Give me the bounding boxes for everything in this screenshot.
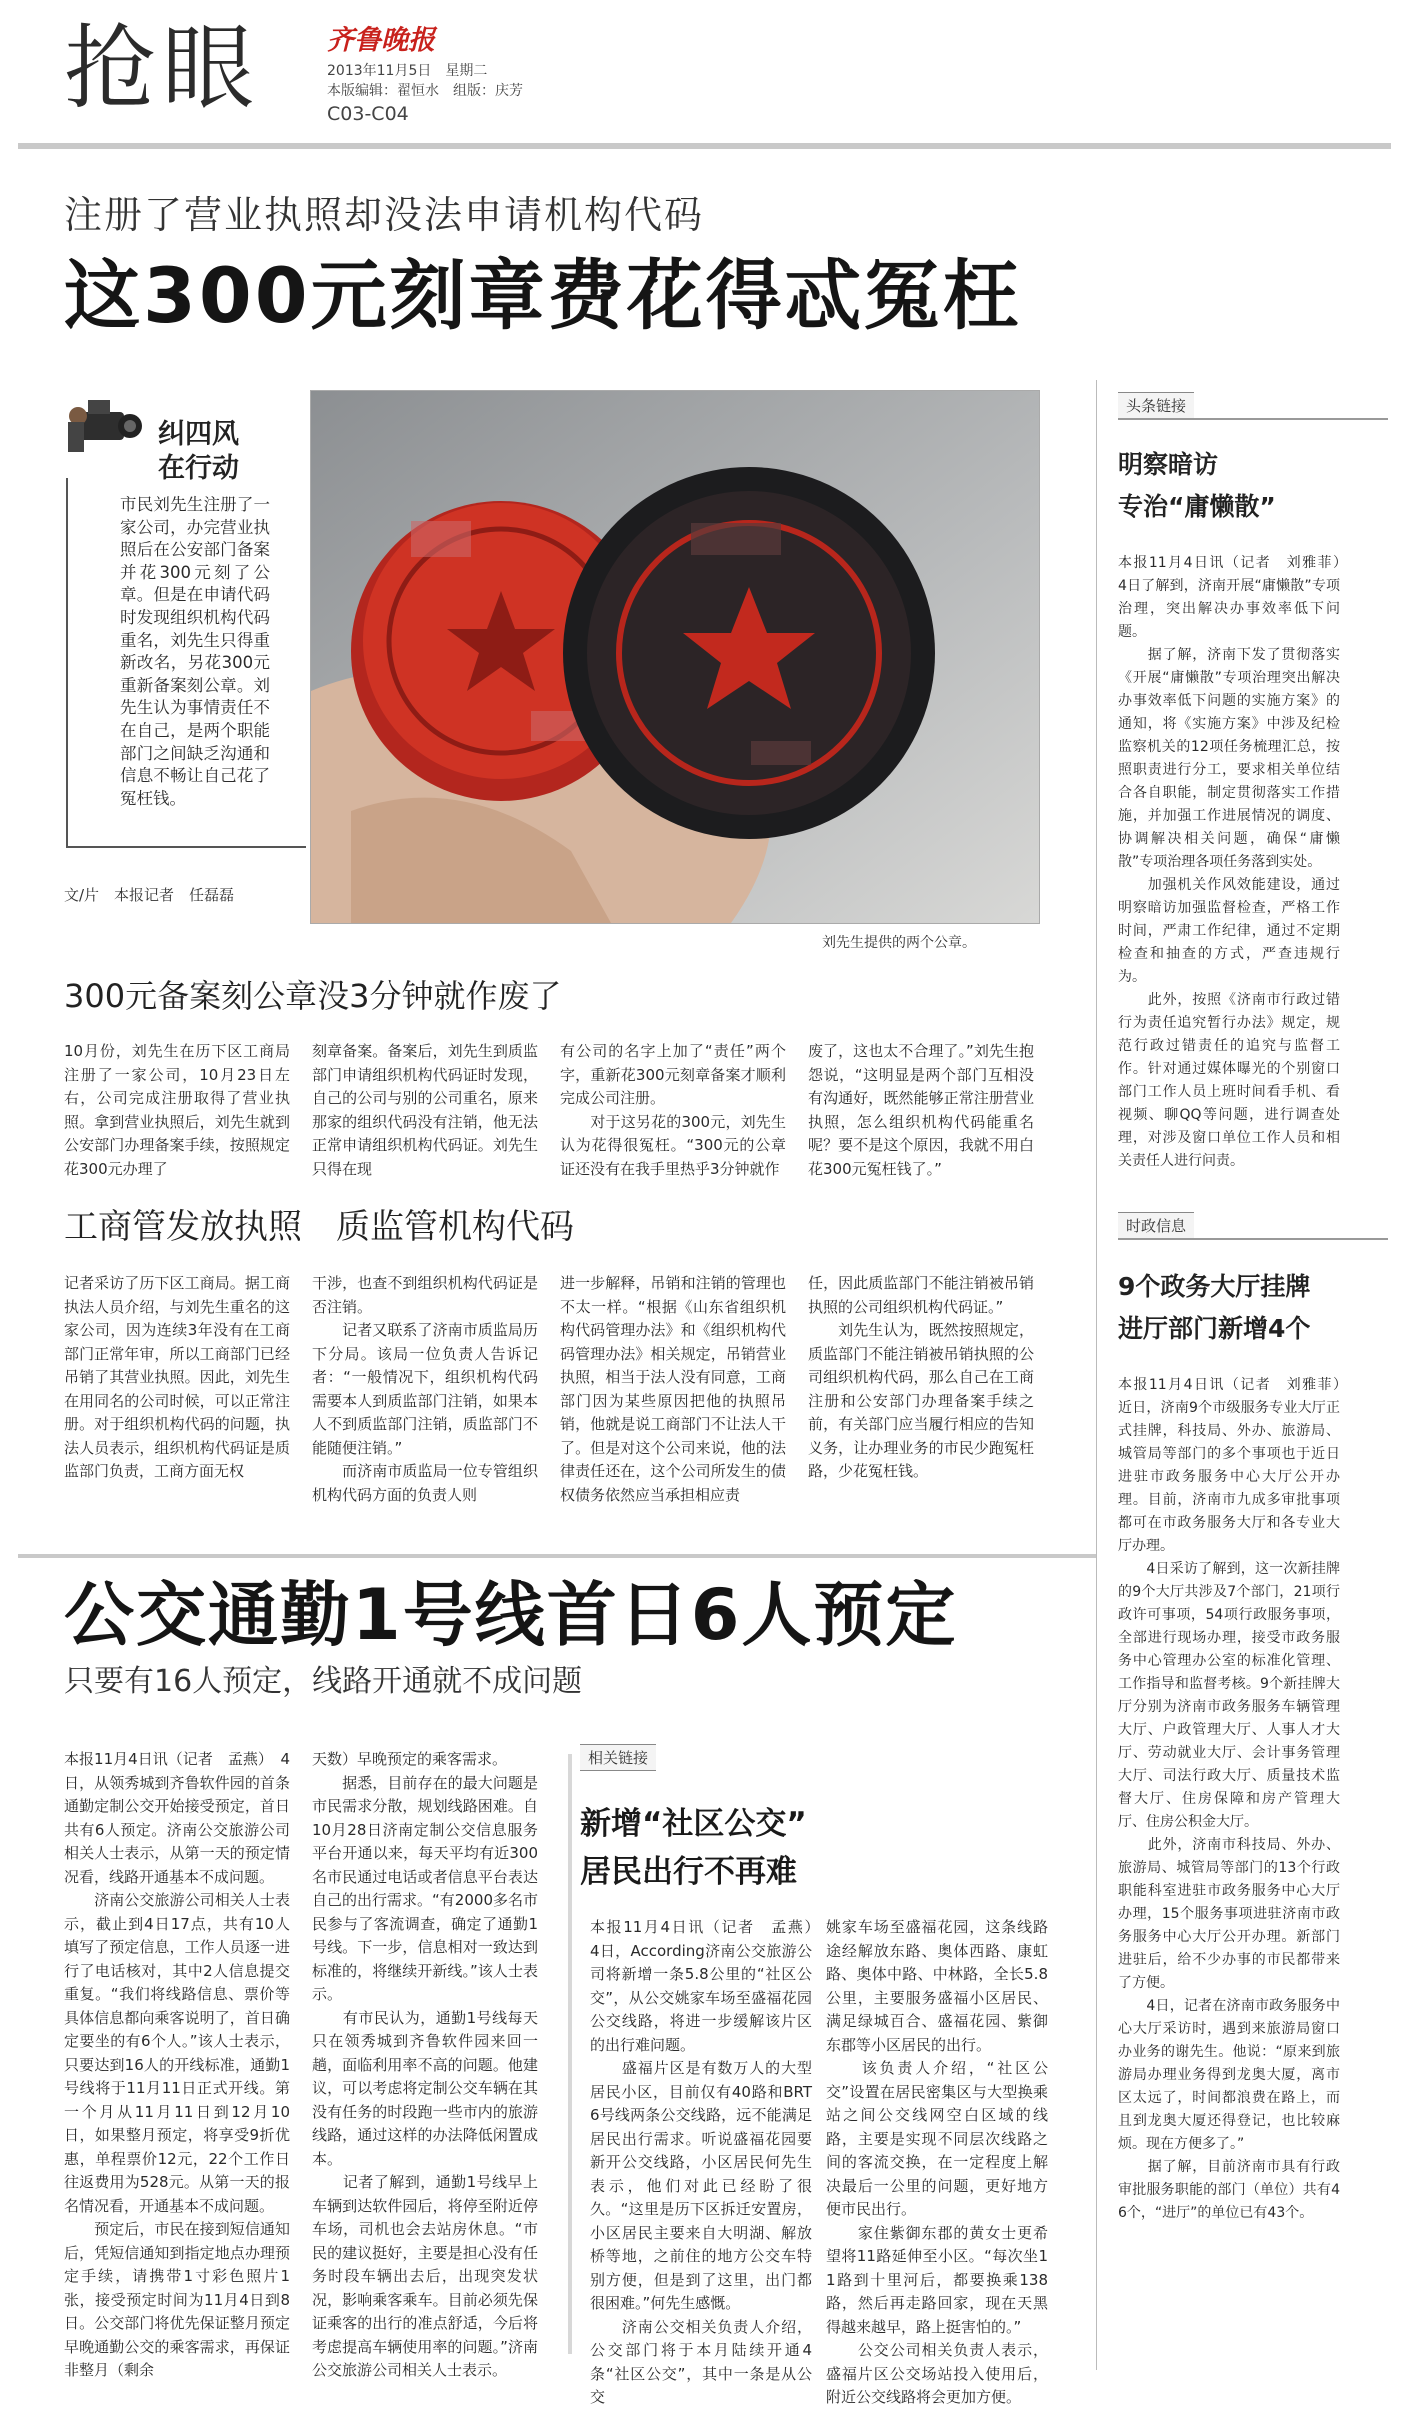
issue-date: 2013年11月5日 星期二 xyxy=(327,63,488,79)
related-tag: 相关链接 xyxy=(580,1744,656,1771)
campaign-label-2: 在行动 xyxy=(158,453,239,484)
related-col-2: 姚家车场至盛福花园，这条线路途经解放东路、奥体西路、康虹路、奥体中路、中林路，全长5.8公里，主要服务盛福小区居民、满足绿城百合、盛福花园、紫御东郡等小区居民的出行。 该负责人介绍，“社区公交”设置在居民密集区与大型换乘站之间公交线网空白区域的线路，主要是实现不同层次线路之间的客流交换，在一定程度上解决最后一公里的问题，更好地方便市民出行。 家住紫御东郡的黄女士更希望将11路延伸至小区。“每次坐11路到十里河后，都要换乘138路，然后再走路回家，现在天黑得越来越早，路上挺害怕的。” 公交公司相关负责人表示，盛福片区公交场站投入使用后，附近公交线路将会更加方便。 xyxy=(826,1918,1048,2406)
sidebar-headline-2b: 进厅部门新增4个 xyxy=(1118,1314,1311,1343)
sidebar-divider xyxy=(1096,380,1097,2370)
section2-col-4: 任，因此质监部门不能注销被吊销执照的公司组织机构代码证。” 刘先生认为，既然按照规定，质监部门不能注销被吊销执照的公司组织机构代码，那么自己在工商注册和公安部门办理备案手续之前，有关部门应当履行相应的告知义务，让办理业务的市民少跑冤枉路，少花冤枉钱。 xyxy=(808,1274,1034,1480)
article2-subtitle: 只要有16人预定，线路开通就不成问题 xyxy=(64,1664,583,1699)
section2-heading: 工商管发放执照 质监管机构代码 xyxy=(64,1207,574,1247)
related-box-rule xyxy=(568,1754,572,2354)
section2-col-3: 进一步解释，吊销和注销的管理也不太一样。“根据《山东省组织机构代码管理办法》和《组织机构代码管理办法》相关规定，吊销营业执照，相当于法人没有同意，工商部门因为某些原因把他的执照吊销，他就是说工商部门不让法人干了。但是对这个公司来说，他的法律责任还在，这个公司所发生的债权债务依然应当承担相应责 xyxy=(560,1274,786,1504)
related-headline-2: 居民出行不再难 xyxy=(580,1854,797,1890)
sidebar-tag-headline-link: 头条链接 xyxy=(1118,392,1194,419)
photo-caption: 刘先生提供的两个公章。 xyxy=(822,935,976,951)
paper-logo: 齐鲁晚报 xyxy=(327,25,435,56)
related-col-1: 本报11月4日讯（记者 孟燕） 4日，According济南公交旅游公司将新增一条5.8公里的“社区公交”，从公交姚家车场至盛福花园公交线路，将进一步缓解该片区的出行难问题。 盛福片区是有数万人的大型居民小区，目前仅有40路和BRT6号线两条公交线路，远不能满足居民出行需求。听说盛福花园要新开公交线路，小区居民何先生表示，他们对此已经盼了很久。“这里是历下区拆迁安置房，小区居民主要来自大明湖、解放桥等地，之前住的地方公交车特别方便，但是到了这里，出门都很困难。”何先生感慨。 济南公交相关负责人介绍，公交部门将于本月陆续开通4条“社区公交”，其中一条是从公交 xyxy=(590,1918,812,2406)
sidebar-tag-politics: 时政信息 xyxy=(1118,1212,1194,1239)
editors-line: 本版编辑：翟恒水 组版：庆芳 xyxy=(327,83,523,99)
sidebar-story-2: 本报11月4日讯（记者 刘雅菲） 近日，济南9个市级服务专业大厅正式挂牌，科技局、外办、旅游局、城管局等部门的多个事项也于近日进驻市政务服务中心大厅公开办理。目前，济南市九成多审批事项都可在市政务服务大厅和各专业大厅办理。 4日采访了解到，这一次新挂牌的9个大厅共涉及7个部门，21项行政许可事项，54项行政服务事项，全部进行现场办理，接受市政务服务中心管理办公室的标准化管理、工作指导和监督考核。9个新挂牌大厅分别为济南市政务服务车辆管理大厅、户政管理大厅、人事人才大厅、劳动就业大厅、会计事务管理大厅、司法行政大厅、质量技术监督大厅、住房保障和房产管理大厅、住房公积金大厅。 此外，济南市科技局、外办、旅游局、城管局等部门的13个行政职能科室进驻市政务服务中心大厅办理，15个服务事项进驻济南市政务服务中心大厅公开办理。新部门进驻后，给不少办事的市民都带来了方便。 4日，记者在济南市政务服务中心大厅采访时，遇到来旅游局窗口办业务的谢先生。他说：“原来到旅游局办理业务得到龙奥大厦，离市区太远了，时间都浪费在路上，而且到龙奥大厦还得登记，也比较麻烦。现在方便多了。” 据了解，目前济南市具有行政审批服务职能的部门（单位）共有46个，“进厅”的单位已有43个。 xyxy=(1118,1377,1340,2221)
sidebar-lead-box xyxy=(66,478,68,848)
masthead-rule xyxy=(18,143,1391,149)
stamps-photo xyxy=(310,390,1040,924)
sidebar-rule-2 xyxy=(1118,1238,1388,1240)
article1-headline: 这300元刻章费花得忒冤枉 xyxy=(64,251,1022,340)
section2-col-2: 干涉，也查不到组织机构代码证是否注销。 记者又联系了济南市质监局历下分局。该局一位负责人告诉记者：“一般情况下，组织机构代码需要本人到质监部门注销，如果本人不到质监部门注销，质监部门不能随便注销。” 而济南市质监局一位专管组织机构代码方面的负责人则 xyxy=(312,1274,538,1504)
campaign-label-1: 纠四风 xyxy=(158,419,239,450)
lead-summary: 市民刘先生注册了一家公司，办完营业执照后在公安部门备案并花300元刻了公章。但是在申请代码时发现组织机构代码重名，刘先生只得重新改名，另花300元重新备案刻公章。刘先生认为事情责任不在自己，是两个职能部门之间缺乏沟通和信息不畅让自己花了冤枉钱。 xyxy=(120,495,270,808)
section-title: 抢眼 xyxy=(64,15,261,122)
article2-headline: 公交通勤1号线首日6人预定 xyxy=(64,1574,958,1656)
article2-col-1: 本报11月4日讯（记者 孟燕） 4日，从领秀城到齐鲁软件园的首条通勤定制公交开始接受预定，首日共有6人预定。济南公交旅游公司相关人士表示，从第一天的预定情况看，线路开通基本不成问题。 济南公交旅游公司相关人士表示，截止到4日17点，共有10人填写了预定信息，工作人员逐一进行了电话核对，其中2人信息提交重复。“我们将线路信息、票价等具体信息都向乘客说明了，首日确定要坐的有6个人。”该人士表示，只要达到16人的开线标准，通勤1号线将于11月11日正式开线。第一个月从11月11日到12月10日，如果整月预定，将享受9折优惠，单程票价12元，22个工作日往返费用为528元。从第一天的报名情况看，开通基本不成问题。 预定后，市民在接到短信通知后，凭短信通知到指定地点办理预定手续，请携带1寸彩色照片1张，接受预定时间为11月4日到8日。公交部门将优先保证整月预定早晚通勤公交的乘客需求，再保证非整月（剩余 xyxy=(64,1750,290,2379)
section1-col-3: 有公司的名字上加了“责任”两个字，重新花300元刻章备案才顺利完成公司注册。 对于这另花的300元，刘先生认为花得很冤枉。“300元的公章证还没有在我手里热乎3分钟就作 xyxy=(560,1042,786,1178)
article1-subtitle: 注册了营业执照却没法申请机构代码 xyxy=(64,193,705,237)
article2-col-2: 天数）早晚预定的乘客需求。 据悉，目前存在的最大问题是市民需求分散，规划线路困难。自10月28日济南定制公交信息服务平台开通以来，每天平均有近300名市民通过电话或者信息平台表达自己的出行需求。“有2000多名市民参与了客流调查，确定了通勤1号线。下一步，信息相对一致达到标准的，将继续开新线。”该人士表示。 有市民认为，通勤1号线每天只在领秀城到齐鲁软件园来回一趟，面临利用率不高的问题。他建议，可以考虑将定制公交车辆在其没有任务的时段跑一些市内的旅游线路，通过这样的办法降低闲置成本。 记者了解到，通勤1号线早上车辆到达软件园后，将停至附近停车场，司机也会去站房休息。“市民的建议挺好，主要是担心没有任务时段车辆出去后，出现突发状况，影响乘客乘车。目前必须先保证乘客的出行的准点舒适，今后将考虑提高车辆使用率的问题。”济南公交旅游公司相关人士表示。 xyxy=(312,1750,538,2379)
page-numbers: C03-C04 xyxy=(327,103,409,125)
section1-col-2: 刻章备案。备案后，刘先生到质监部门申请组织机构代码证时发现，自己的公司与别的公司重名，原来那家的组织代码没有注销，他无法正常申请组织机构代码证。刘先生只得在现 xyxy=(312,1042,538,1178)
section2-col-1: 记者采访了历下区工商局。据工商执法人员介绍，与刘先生重名的这家公司，因为连续3年没有在工商部门正常年审，所以工商部门已经吊销了其营业执照。因此，刘先生在用同名的公司时候，可以正常注册。对于组织机构代码的问题，执法人员表示，组织机构代码证是质监部门负责，工商方面无权 xyxy=(64,1274,290,1480)
sidebar-rule-1 xyxy=(1118,418,1388,420)
section1-col-4: 废了，这也太不合理了。”刘先生抱怨说，“这明显是两个部门互相没有沟通好，既然能够正常注册营业执照，怎么组织机构代码能重名呢？要不是这个原因，我就不用白花300元冤枉钱了。” xyxy=(808,1042,1034,1178)
sidebar-headline-2a: 9个政务大厅挂牌 xyxy=(1118,1272,1311,1301)
sidebar-headline-1a: 明察暗访 xyxy=(1118,450,1219,479)
section1-heading: 300元备案刻公章没3分钟就作废了 xyxy=(64,977,562,1015)
article-divider xyxy=(18,1554,1096,1558)
related-headline-1: 新增“社区公交” xyxy=(580,1806,807,1842)
section1-col-1: 10月份，刘先生在历下区工商局注册了一家公司，10月23日左右，公司完成注册取得了营业执照。拿到营业执照后，刘先生就到公安部门办理备案手续，按照规定花300元办理了 xyxy=(64,1042,290,1178)
sidebar-lead-box-bottom xyxy=(66,846,306,848)
byline: 文/片 本报记者 任磊磊 xyxy=(64,886,235,904)
sidebar-headline-1b: 专治“庸懒散” xyxy=(1118,492,1276,521)
camera-icon xyxy=(66,392,146,458)
sidebar-story-1: 本报11月4日讯（记者 刘雅菲） 4日了解到，济南开展“庸懒散”专项治理，突出解决办事效率低下问题。 据了解，济南下发了贯彻落实《开展“庸懒散”专项治理突出解决办事效率低下问题的实施方案》的通知，将《实施方案》中涉及纪检监察机关的12项任务梳理汇总，按照职责进行分工，要求相关单位结合各自职能，制定贯彻落实工作措施，并加强工作进展情况的调度、协调解决相关问题，确保“庸懒散”专项治理各项任务落到实处。 加强机关作风效能建设，通过明察暗访加强监督检查，严格工作时间，严肃工作纪律，通过不定期检查和抽查的方式，严查违规行为。 此外，按照《济南市行政过错行为责任追究暂行办法》规定，规范行政过错责任的追究与监督工作。针对通过媒体曝光的个别窗口部门工作人员上班时间看手机、看视频、聊QQ等问题，进行调查处理，对涉及窗口单位工作人员和相关责任人进行问责。 xyxy=(1118,555,1340,1169)
